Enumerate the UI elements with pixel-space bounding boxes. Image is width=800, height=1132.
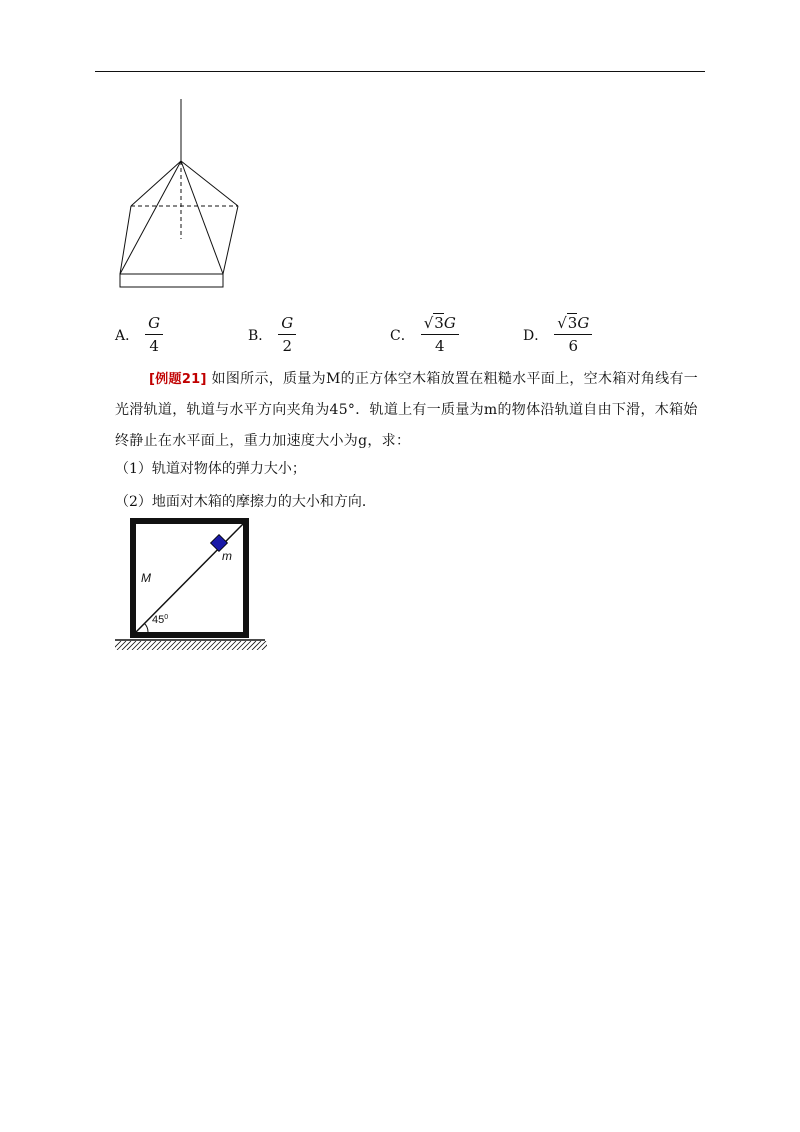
option-c-numerator: G [443, 314, 456, 332]
sqrt-symbol: √3 [557, 314, 578, 332]
option-a-label: A． [115, 327, 140, 344]
option-d[interactable] [523, 314, 592, 355]
option-b-denominator: 2 [282, 337, 293, 355]
question-2: （2）地面对木箱的摩擦力的大小和方向． [115, 494, 376, 510]
ground-hatching [112, 641, 271, 650]
option-a[interactable] [115, 314, 163, 355]
option-b-label: B． [248, 327, 273, 344]
block-mass-label: m [222, 549, 232, 563]
option-d-radicand: 3 [567, 314, 578, 332]
option-c-fraction [421, 314, 459, 355]
question-1: （1）轨道对物体的弹力大小； [115, 461, 306, 477]
option-d-label: D． [523, 327, 549, 344]
sqrt-symbol: √3 [423, 314, 444, 332]
option-d-numerator: G [577, 314, 590, 332]
option-c[interactable] [390, 314, 459, 355]
option-d-denominator: 6 [568, 337, 579, 355]
angle-degree-sup: 0 [164, 614, 169, 621]
option-c-label: C． [390, 327, 415, 344]
angle-value: 45 [152, 614, 165, 626]
option-b[interactable] [248, 314, 296, 355]
header-rule [95, 71, 705, 72]
option-a-denominator: 4 [149, 337, 159, 355]
example-tag: [例题21] [149, 372, 207, 387]
option-d-fraction [554, 314, 592, 355]
angle-label [152, 614, 168, 626]
example-text: 如图所示，质量为M的正方体空木箱放置在粗糙水平面上，空木箱对角线有一光滑轨道，轨道与水平方向夹角为45°．轨道上有一质量为m的物体沿轨道自由下滑，木箱始终静止在水平面上，重力加速度大小为g，求： [115, 371, 699, 449]
option-a-numerator: G [145, 314, 163, 335]
option-b-numerator: G [278, 314, 296, 335]
answer-options [115, 314, 715, 360]
option-c-denominator: 4 [434, 337, 445, 355]
example-paragraph [115, 364, 710, 457]
box-mass-label: M [141, 571, 151, 585]
option-b-fraction [278, 314, 296, 355]
option-a-fraction [145, 314, 163, 355]
hanging-pyramid-diagram [110, 95, 250, 295]
angle-arc [145, 624, 149, 633]
box-track-diagram [112, 515, 272, 655]
option-c-radicand: 3 [434, 314, 444, 332]
